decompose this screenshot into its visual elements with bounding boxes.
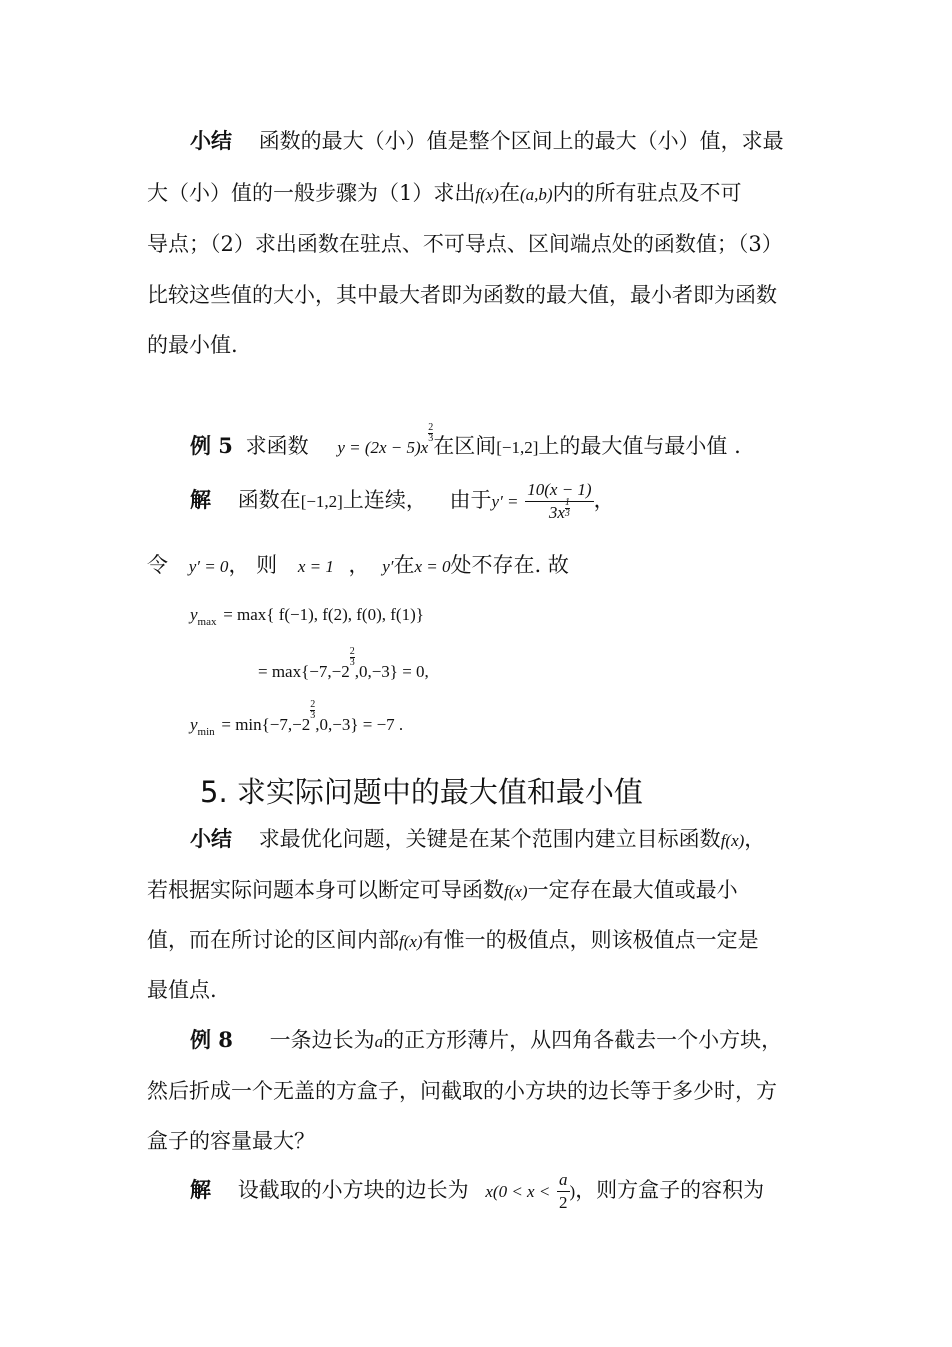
- solution8-text2: ，则方盒子的容积为: [575, 1178, 765, 1202]
- summary1-line4: 比较这些值的大小，其中最大者即为函数的最大值，最小者即为函数: [147, 283, 777, 307]
- example8-line3: 盒子的容量最大？: [147, 1129, 315, 1153]
- frac-den: 2: [559, 1193, 568, 1212]
- summary1-text2c: 内的所有驻点及不可: [552, 181, 742, 205]
- summary2-text1a: 求最优化问题，关键是在某个范围内建立目标函数: [258, 827, 721, 851]
- example5-formula: y = (2x − 5)x: [337, 438, 429, 457]
- example8-text1a: 一条边长为: [269, 1028, 375, 1052]
- section-heading: 5. 求实际问题中的最大值和最小值: [200, 775, 643, 809]
- solution8-label: 解: [190, 1177, 211, 1202]
- exp-num: 2: [428, 422, 434, 433]
- solution5-line: [147, 470, 615, 532]
- solution5-interval: [−1,2]: [300, 492, 343, 511]
- example5-line: [147, 422, 741, 463]
- summary1-text1: 函数的最大（小）值是整个区间上的最大（小）值，求最: [258, 129, 784, 153]
- let-text3: ，: [348, 553, 370, 577]
- ymax-lhs: y: [190, 605, 198, 624]
- example5-label: 例 5: [190, 433, 233, 458]
- summary2-line3: [147, 925, 759, 957]
- let-text5: 处不存在. 故: [450, 553, 569, 577]
- let-eq3: y′: [382, 557, 394, 576]
- summary2-line4: 最值点.: [147, 978, 217, 1002]
- ab-interval: (a,b): [519, 185, 553, 204]
- ymin-sub: min: [197, 726, 215, 739]
- derivative-fraction: [525, 479, 593, 524]
- den-base: 3x: [548, 503, 565, 522]
- summary2-text2a: 若根据实际问题本身可以断定可导函数: [147, 878, 504, 902]
- example8-line2: 然后折成一个无盖的方盒子，问截取的小方块的边长等于多少时，方: [147, 1079, 777, 1103]
- ymax2-exp-num: 2: [349, 646, 355, 657]
- exp-den: 3: [428, 433, 434, 444]
- summary2-text1b: ，: [744, 827, 766, 851]
- let-line: [147, 550, 569, 582]
- summary1-text2b: 在: [498, 181, 520, 205]
- let-eq4: x = 0: [414, 557, 451, 576]
- ymax-rhs: = max{ f(−1), f(2), f(0), f(1)}: [223, 605, 424, 624]
- let-eq1: y′ = 0: [188, 557, 229, 576]
- solution5-text1: 函数在: [237, 488, 301, 512]
- ymax-sub: max: [197, 616, 217, 629]
- example8-line1: [147, 1025, 782, 1057]
- summary1-label: 小结: [190, 128, 232, 153]
- summary2-text3b: 有惟一的极值点，则该极值点一定是: [422, 928, 759, 952]
- solution8-line: [147, 1165, 764, 1217]
- ymin-rhs-b: ,0,−3} = −7 .: [315, 715, 404, 734]
- summary2-label: 小结: [190, 826, 232, 851]
- solution5-comma: ，: [593, 488, 615, 512]
- fx-expr: f(x): [475, 185, 499, 204]
- solution5-text3: 由于: [449, 488, 492, 512]
- summary1-line5: 的最小值.: [147, 333, 238, 357]
- solution5-text2: 上连续，: [342, 488, 427, 512]
- example5-text2: 在区间: [433, 434, 497, 458]
- ymax2-rhs-b: ,0,−3} = 0,: [354, 662, 429, 681]
- summary1-line1: [147, 126, 784, 156]
- ymax2-line: [258, 646, 429, 687]
- summary2-text3a: 值，而在所讨论的区间内部: [147, 928, 399, 952]
- ymax2-rhs-a: = max{−7,−2: [258, 662, 350, 681]
- example8-var: a: [374, 1032, 384, 1051]
- example5-text3: 上的最大值与最小值 .: [538, 434, 741, 458]
- a-over-2-fraction: [557, 1169, 570, 1214]
- solution5-yprime: y′ =: [491, 492, 519, 511]
- ymin-line: [190, 699, 404, 747]
- let-text2: ， 则: [228, 553, 278, 577]
- example5-interval: [−1,2]: [496, 438, 539, 457]
- example5-text1: 求函数: [245, 434, 309, 458]
- example8-text1b: 的正方形薄片，从四角各截去一个小方块，: [383, 1028, 783, 1052]
- derivative-numerator: 10(x − 1): [525, 479, 593, 502]
- summary2-fx3: f(x): [399, 932, 423, 951]
- den-exponent: [565, 498, 570, 519]
- ymin-rhs-a: = min{−7,−2: [221, 715, 311, 734]
- summary2-line1: [147, 824, 765, 856]
- let-text4: 在: [393, 553, 415, 577]
- ymax-line: [190, 598, 424, 637]
- summary2-fx2: f(x): [504, 882, 528, 901]
- summary2-line2: [147, 875, 738, 907]
- let-eq2: x = 1: [297, 557, 334, 576]
- solution8-close: ): [569, 1182, 576, 1201]
- let-text1: 令: [147, 553, 168, 577]
- den-exp-num: 1: [564, 497, 570, 508]
- summary1-line2: [147, 178, 742, 210]
- frac-num: a: [557, 1169, 570, 1192]
- derivative-denominator: [525, 497, 593, 524]
- solution5-label: 解: [190, 487, 211, 512]
- solution8-text1: 设截取的小方块的边长为: [237, 1178, 469, 1202]
- example8-label: 例 8: [190, 1027, 233, 1052]
- summary1-text2a: 大（小）值的一般步骤为（1）求出: [147, 181, 476, 205]
- ymin-exp-num: 2: [310, 699, 316, 710]
- ymin-lhs: y: [190, 715, 198, 734]
- summary1-line3: 导点；（2）求出函数在驻点、不可导点、区间端点处的函数值；（3）: [147, 232, 783, 256]
- ymin-exp-den: 3: [310, 710, 316, 721]
- summary2-fx1: f(x): [720, 831, 745, 850]
- den-exp-den: 3: [564, 508, 570, 519]
- ymax2-exp-den: 3: [349, 657, 355, 668]
- solution8-xexpr: x(0 < x <: [485, 1182, 551, 1201]
- summary2-text2b: 一定存在最大值或最小: [527, 878, 738, 902]
